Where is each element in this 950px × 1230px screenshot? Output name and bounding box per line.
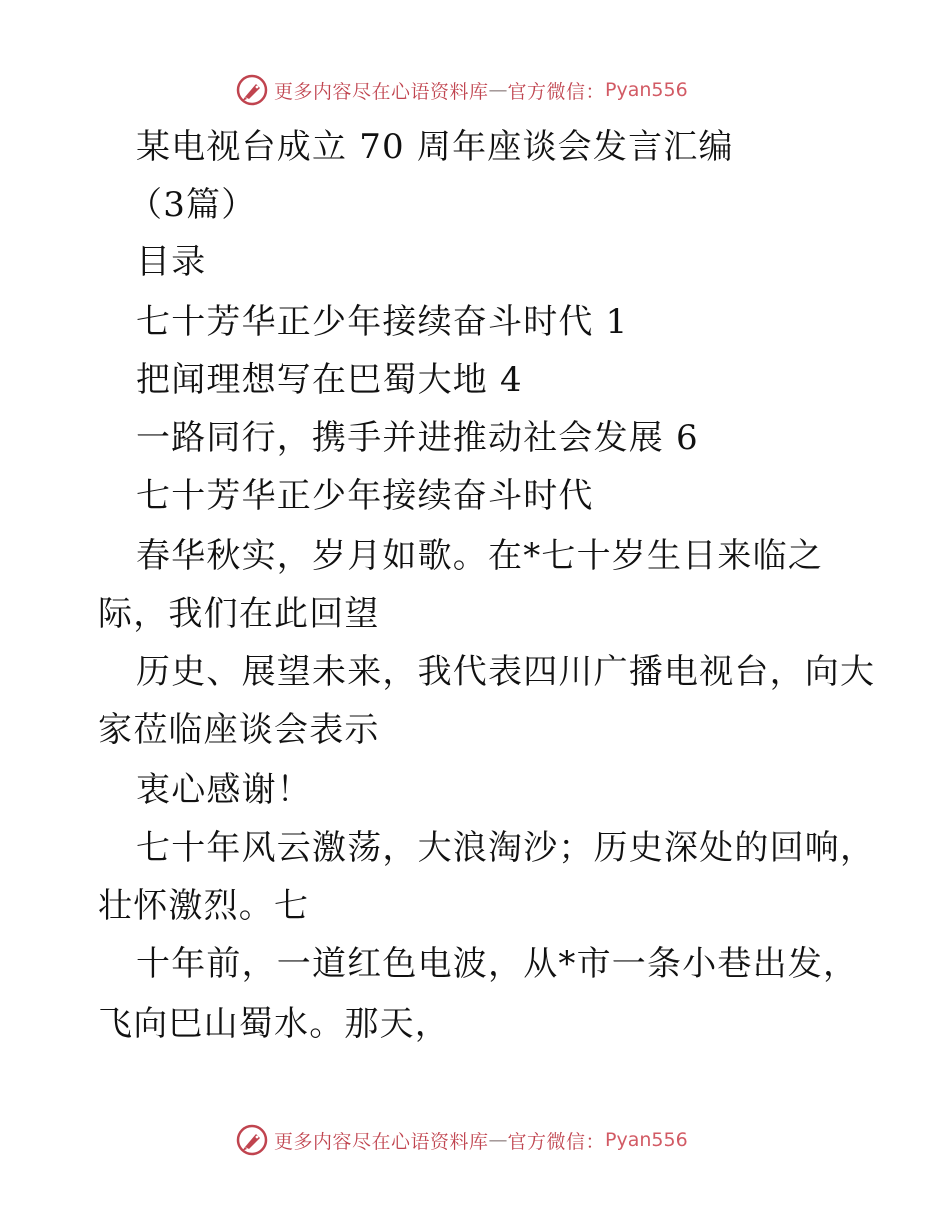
paragraph-line: 衷心感谢！	[136, 770, 312, 810]
watermark-label: 官方微信：	[507, 80, 606, 103]
toc-item: 把闻理想写在巴蜀大地 4	[136, 360, 523, 400]
watermark-text: 更多内容尽在心语资料库	[274, 80, 489, 103]
toc-item: 一路同行，携手并进推动社会发展 6	[136, 418, 699, 458]
paragraph-line: 际，我们在此回望	[98, 594, 380, 634]
watermark-handle: Pyan556	[605, 79, 688, 101]
watermark-text: 更多内容尽在心语资料库	[274, 1130, 489, 1153]
toc-heading: 目录	[136, 242, 207, 282]
watermark-header	[236, 73, 688, 107]
paragraph-line: 七十年风云激荡，大浪淘沙；历史深处的回响，	[136, 828, 876, 868]
paragraph-line: 壮怀激烈。七	[98, 886, 310, 926]
watermark-handle: Pyan556	[605, 1129, 688, 1151]
section-heading: 七十芳华正少年接续奋斗时代	[136, 476, 594, 516]
paragraph-line: 飞向巴山蜀水。那天，	[98, 1004, 450, 1044]
pen-nib-icon	[236, 74, 268, 106]
watermark-label: 官方微信：	[507, 1130, 606, 1153]
watermark-footer	[236, 1123, 688, 1157]
paragraph-line: 春华秋实，岁月如歌。在*七十岁生日来临之	[136, 536, 823, 576]
pen-nib-icon	[236, 1124, 268, 1156]
document-subtitle: （3篇）	[128, 185, 257, 225]
watermark-separator: —	[488, 1129, 508, 1151]
toc-item: 七十芳华正少年接续奋斗时代 1	[136, 302, 629, 342]
paragraph-line: 家莅临座谈会表示	[98, 710, 380, 750]
watermark-separator: —	[488, 79, 508, 101]
document-title: 某电视台成立 70 周年座谈会发言汇编	[136, 127, 734, 167]
paragraph-line: 历史、展望未来，我代表四川广播电视台，向大	[136, 652, 876, 692]
paragraph-line: 十年前，一道红色电波，从*市一条小巷出发，	[136, 944, 859, 984]
